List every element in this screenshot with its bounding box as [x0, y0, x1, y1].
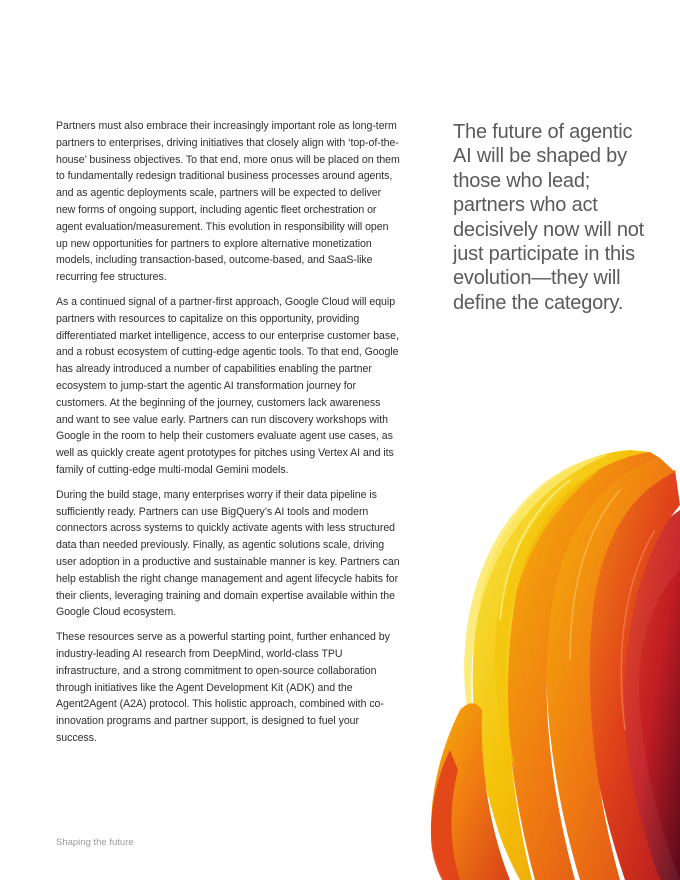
footer-section-label: Shaping the future — [56, 837, 134, 848]
body-paragraph-2: As a continued signal of a partner-first approach, Google Cloud will equip partners with resources to capitalize on this opportunity, providing differentiated market intelligence, access to our enterprise customer base, and a robust ecosystem of cutting-edge agentic tools. To that end, Google has already introduced a number of capabilities enabling the partner ecosystem to jump-start the agentic AI transformation journey for customers. At the beginning of the journey, customers lack awareness and want to see value early. Partners can run discovery workshops with Google in the room to help their customers evaluate agent use cases, as well as quickly create agent prototypes for pitches using Vertex AI and its family of cutting-edge multi-modal Gemini models. — [56, 295, 399, 476]
body-paragraph-1: Partners must also embrace their increasingly important role as long-term partners to enterprises, driving initiatives that closely align with ‘top-of-the-house’ business objectives. To that end, more onus will be placed on them to fundamentally redesign traditional business processes around agents, and as agentic deployments scale, partners will be expected to deliver new forms of ongoing support, including agentic fleet orchestration or agent evaluation/measurement. This evolution in responsibility will open up new opportunities for partners to explore alternative monetization models, including transaction-based, outcome-based, and SaaS-like recurring fee structures. — [56, 120, 400, 284]
body-paragraph-4: These resources serve as a powerful starting point, further enhanced by industry-leading AI research from DeepMind, world-class TPU infrastructure, and a strong commitment to open-source collaboration through initiatives like the Agent Development Kit (ADK) and the Agent2Agent (A2A) protocol. This holistic approach, combined with co-innovation programs and partner support, is designed to fuel your success. — [56, 631, 390, 744]
abstract-ribbons-art — [420, 450, 680, 880]
pull-quote: The future of agentic AI will be shaped by those who lead; partners who act decisively now will not just participate in this evolution—they will define the category. — [453, 121, 645, 314]
main-text-column — [56, 118, 400, 755]
body-paragraph-3: During the build stage, many enterprises worry if their data pipeline is sufficiently ready. Partners can use BigQuery’s AI tools and modern connectors across systems to quickly activate agents with less structured data than needed previously. Finally, as agentic solutions scale, driving user adoption in a productive and sustainable manner is key. Partners can help establish the right change management and agent lifecycle habits for their clients, leveraging training and domain expertise available within the Google Cloud ecosystem. — [56, 488, 400, 619]
